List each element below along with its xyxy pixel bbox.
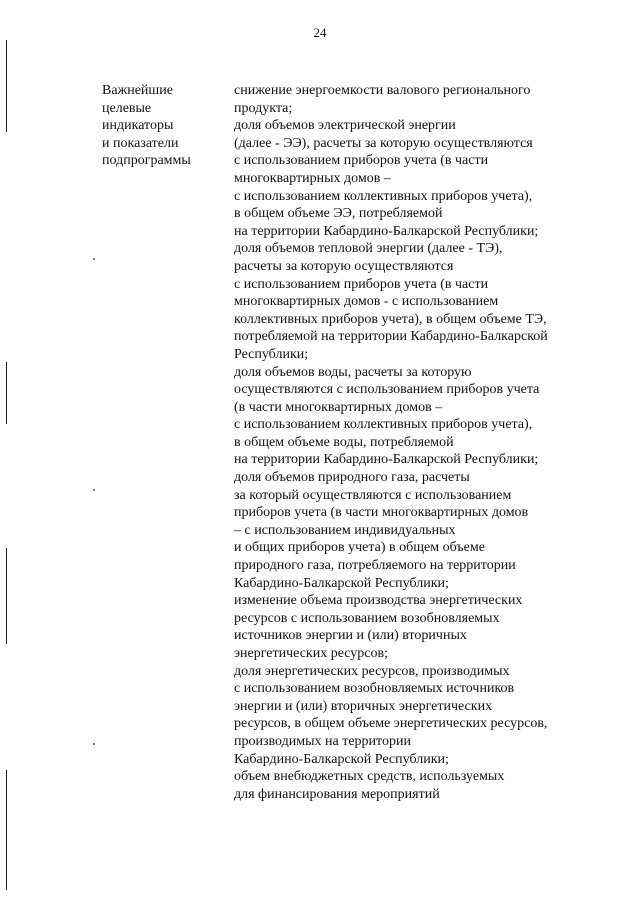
content-line: производимых на территории [234,733,411,749]
scan-edge-mark [6,40,7,132]
content-line: осуществляются с использованием приборов учета [234,382,540,398]
content-line: (далее - ЭЭ), расчеты за которую осуществляются [234,135,533,151]
content-line: доля энергетических ресурсов, производимых [234,663,510,679]
content-line: потребляемой на территории Кабардино-Балкарской [234,329,548,345]
label-line: подпрограммы [102,153,191,169]
page-number: 24 [313,25,327,40]
content-line: Кабардино-Балкарской Республики; [234,575,449,591]
scan-speck [93,743,95,745]
content-line: продукта; [234,100,293,116]
indicators-content [234,82,594,803]
scan-speck [93,258,95,260]
content-line: в общем объеме ЭЭ, потребляемой [234,206,443,222]
label-line: целевые [102,100,152,116]
content-line: доля объемов воды, расчеты за которую [234,364,472,380]
content-line: для финансирования мероприятий [234,786,440,802]
label-line: Важнейшие [102,83,173,98]
content-line: – с использованием индивидуальных [234,522,456,538]
content-line: приборов учета (в части многоквартирных домов [234,505,529,521]
content-line: источников энергии и (или) вторичных [234,628,467,644]
content-line: в общем объеме воды, потребляемой [234,434,454,450]
content-line: на территории Кабардино-Балкарской Республики; [234,223,539,239]
label-line: и показатели [102,135,179,151]
content-line: снижение энергоемкости валового регионального [234,83,531,98]
content-line: энергии и (или) вторичных энергетических [234,698,493,714]
content-line: с использованием возобновляемых источников [234,681,515,697]
content-line: на территории Кабардино-Балкарской Республики; [234,452,539,468]
content-line: и общих приборов учета) в общем объеме [234,540,485,556]
scan-edge-mark [6,548,7,644]
content-line: многоквартирных домов - с использованием [234,294,499,310]
content-line: расчеты за которую осуществляются [234,258,454,274]
content-line: доля объемов природного газа, расчеты [234,470,470,486]
content-line: доля объемов электрической энергии [234,118,456,134]
content-line: Республики; [234,346,309,362]
content-line: за который осуществляются с использованием [234,487,512,503]
label-line: индикаторы [102,118,174,134]
content-line: с использованием коллективных приборов учета), [234,417,533,433]
indicators-label [102,82,222,170]
content-line: Кабардино-Балкарской Республики; [234,751,449,767]
content-line: ресурсов с использованием возобновляемых [234,610,500,626]
content-line: энергетических ресурсов; [234,646,389,661]
content-line: (в части многоквартирных домов – [234,399,443,415]
scan-edge-mark [6,362,7,424]
content-line: ресурсов, в общем объеме энергетических ресурсов, [234,716,548,732]
content-line: доля объемов тепловой энергии (далее - ТЭ), [234,241,503,257]
content-line: природного газа, потребляемого на территории [234,558,516,574]
scan-speck [93,489,95,491]
scan-edge-mark [6,770,7,890]
content-line: с использованием приборов учета (в части [234,276,489,292]
content-line: с использованием коллективных приборов учета), [234,188,533,204]
content-line: объем внебюджетных средств, используемых [234,769,505,785]
content-line: многоквартирных домов – [234,170,391,186]
content-line: коллективных приборов учета), в общем объеме ТЭ, [234,311,547,327]
content-line: с использованием приборов учета (в части [234,153,489,169]
content-line: изменение объема производства энергетических [234,593,523,609]
